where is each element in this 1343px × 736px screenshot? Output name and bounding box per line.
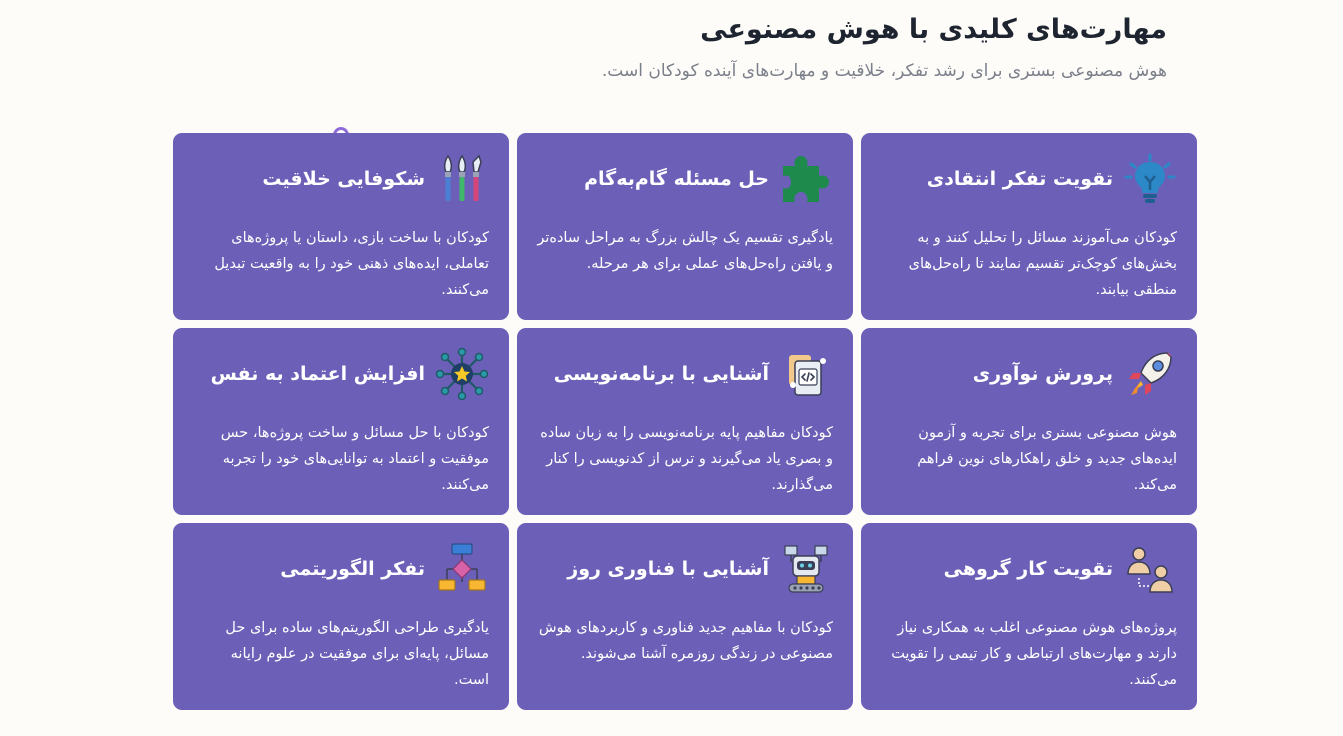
card-description: کودکان با حل مسائل و ساخت پروژه‌ها، حس موفقیت و اعتماد به توانایی‌های خود را تجربه می‌کنند. [220,425,489,493]
card-title: آشنایی با فناوری روز [567,558,769,580]
card-title: تقویت کار گروهی [943,558,1113,580]
card-title: افزایش اعتماد به نفس [210,363,425,385]
robot-icon [779,542,833,596]
page-title: مهارت‌های کلیدی با هوش مصنوعی [700,14,1167,45]
card-title: حل مسئله گام‌به‌گام [584,168,769,190]
skill-card [861,523,1197,710]
skill-card [861,133,1197,320]
card-description: یادگیری طراحی الگوریتم‌های ساده برای حل مسائل، پایه‌ای برای موفقیت در علوم رایانه است. [225,620,489,688]
skill-card [173,133,509,320]
skill-card [517,523,853,710]
skill-card [173,523,509,710]
puzzle-icon [779,152,833,206]
card-description: کودکان مفاهیم پایه برنامه‌نویسی را به زبان ساده و بصری یاد می‌گیرند و ترس از کدنویسی را کنار می‌گذارند. [540,425,833,493]
card-description: کودکان با مفاهیم جدید فناوری و کاربردهای هوش مصنوعی در زندگی روزمره آشنا می‌شوند. [538,620,833,662]
card-title: شکوفایی خلاقیت [262,168,425,190]
card-description: هوش مصنوعی بستری برای تجربه و آزمون ایده‌های جدید و خلق راهکارهای نوین فراهم می‌کند. [917,425,1177,493]
card-title: تقویت تفکر انتقادی [926,168,1113,190]
code-file-icon [779,347,833,401]
card-title: تفکر الگوریتمی [280,558,425,580]
card-description: پروژه‌های هوش مصنوعی اغلب به همکاری نیاز دارند و مهارت‌های ارتباطی و کار تیمی را تقویت می‌کنند. [891,620,1177,688]
skill-card [517,328,853,515]
card-title: پرورش نوآوری [972,363,1113,385]
skill-card [517,133,853,320]
skill-card [861,328,1197,515]
card-description: کودکان با ساخت بازی، داستان یا پروژه‌های تعاملی، ایده‌های ذهنی خود را به واقعیت تبدیل می‌کنند. [214,230,489,298]
flowchart-icon [435,542,489,596]
star-network-icon [435,347,489,401]
skills-grid [173,133,1197,710]
card-description: یادگیری تقسیم یک چالش بزرگ به مراحل ساده‌تر و یافتن راه‌حل‌های عملی برای هر مرحله. [537,230,833,272]
team-users-icon [1123,542,1177,596]
lightbulb-icon [1123,152,1177,206]
card-description: کودکان می‌آموزند مسائل را تحلیل کنند و به بخش‌های کوچک‌تر تقسیم نمایند تا راه‌حل‌های منطقی بیابند. [908,230,1177,298]
rocket-icon [1123,347,1177,401]
page-subtitle: هوش مصنوعی بستری برای رشد تفکر، خلاقیت و مهارت‌های آینده کودکان است. [601,61,1167,81]
paintbrush-icon [435,152,489,206]
section-header [367,14,1167,81]
card-title: آشنایی با برنامه‌نویسی [553,363,769,385]
skill-card [173,328,509,515]
